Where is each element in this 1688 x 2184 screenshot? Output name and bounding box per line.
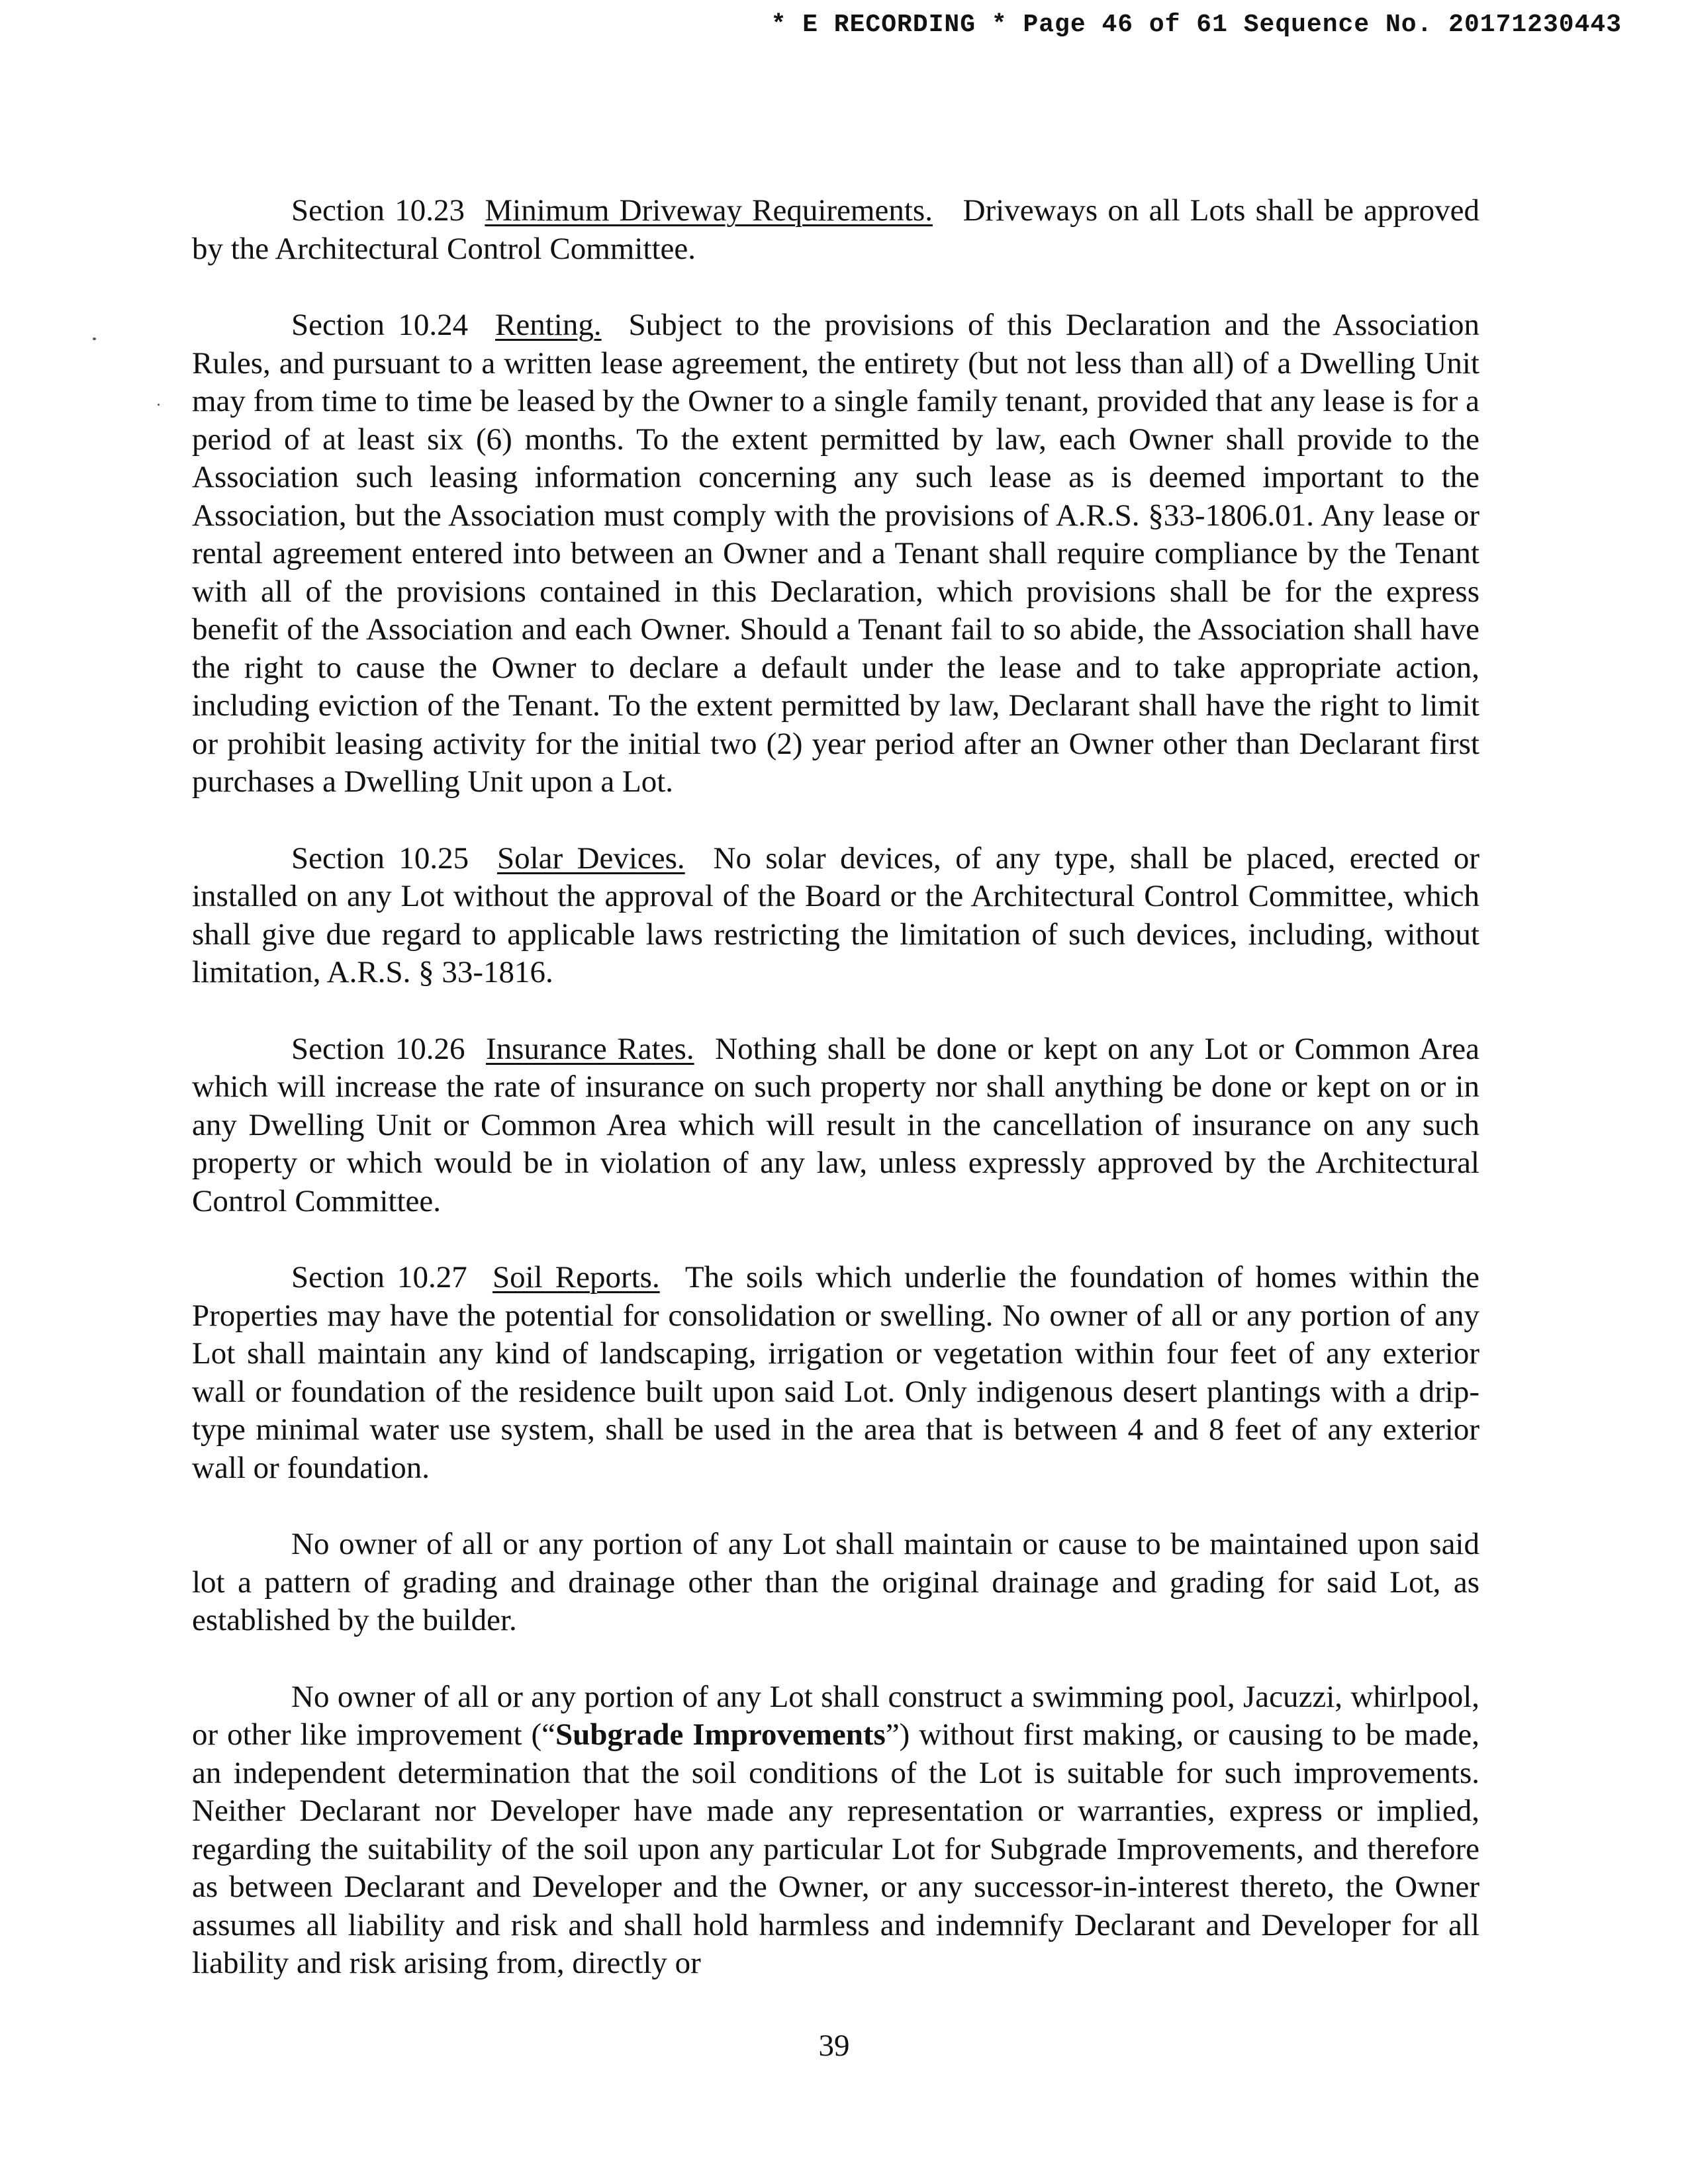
section-text: The soils which underlie the foundation of homes within the Properties may have the potential for consolidation or swelling. No owner of all or any portion of any Lot shall maintain any kind of landscaping, irrigation or vegetation within four feet of any exterior wall or foundation of the residence built upon said Lot. Only indigenous desert plantings with a drip-type minimal water use system, shall be used in the area that is between 4 and 8 feet of any exterior wall or foundation. [192,1260,1480,1485]
paragraph-text-after: ”) without first making, or causing to be made, an independent determination that the soil conditions of the Lot is suitable for such improvements. Neither Declarant nor Developer have made any representation or warranties, express or implied, regarding the suitability of the soil upon any particular Lot for Subgrade Improvements, and therefore as between Declarant and Developer and the Owner, or any successor-in-interest thereto, the Owner assumes all liability and risk and shall hold harmless and indemnify Declarant and Developer for all liability and risk arising from, directly or [192,1717,1479,1980]
section-10-23 [192,192,1479,268]
section-number: Section 10.25 [291,841,469,876]
section-number: Section 10.26 [291,1031,465,1066]
section-title: Insurance Rates. [486,1031,694,1066]
section-10-25 [192,840,1479,992]
page-number: 39 [818,2028,850,2063]
section-10-26 [192,1030,1479,1221]
scan-speck [158,404,160,406]
section-title: Renting. [495,308,602,342]
section-10-27 [192,1259,1479,1487]
section-10-24 [192,306,1479,801]
section-title: Solar Devices. [496,841,685,876]
defined-term: Subgrade Improvements [555,1717,886,1752]
section-number: Section 10.27 [291,1260,467,1295]
section-text: Driveways on all Lots shall be approved by the Architectural Control Committee. [192,193,1480,266]
grading-paragraph [192,1525,1479,1640]
subgrade-paragraph [192,1678,1479,1983]
section-text: Nothing shall be done or kept on any Lot or Common Area which will increase the rate of insurance on such property nor shall anything be done or kept on or in any Dwelling Unit or Common Area which will result in the cancellation of insurance on any such property or which would be in violation of any law, unless expressly approved by the Architectural Control Committee. [192,1031,1479,1218]
paragraph-text-before: No owner of all or any portion of any Lot shall construct a swimming pool, Jacuzzi, whirlpool, or other like improvement (“ [192,1679,1479,1752]
paragraph-text: No owner of all or any portion of any Lot shall maintain or cause to be maintained upon said lot a pattern of grading and drainage other than the original drainage and grading for said Lot, as established by the builder. [192,1527,1479,1637]
section-number: Section 10.24 [291,308,469,342]
section-text: No solar devices, of any type, shall be placed, erected or installed on any Lot without the approval of the Board or the Architectural Control Committee, which shall give due regard to applicable laws restricting the limitation of such devices, including, without limitation, A.R.S. § 33-1816. [192,841,1480,989]
section-title: Minimum Driveway Requirements. [485,193,933,228]
document-body [192,192,1479,2021]
section-number: Section 10.23 [291,193,465,228]
scan-speck [93,338,96,340]
recording-header: * E RECORDING * Page 46 of 61 Sequence No. 20171230443 [771,11,1622,39]
section-text: Subject to the provisions of this Declaration and the Association Rules, and pursuant to a written lease agreement, the entirety (but not less than all) of a Dwelling Unit may from time to time be leased by the Owner to a single family tenant, provided that any lease is for a period of at least six (6) months. To the extent permitted by law, each Owner shall provide to the Association such leasing information concerning any such lease as is deemed important to the Association, but the Association must comply with the provisions of A.R.S. §33-1806.01. Any lease or rental agreement entered into between an Owner and a Tenant shall require compliance by the Tenant with all of the provisions contained in this Declaration, which provisions shall be for the express benefit of the Association and each Owner. Should a Tenant fail to so abide, the Association shall have the right to cause the Owner to declare a default under the lease and to take appropriate action, including eviction of the Tenant. To the extent permitted by law, Declarant shall have the right to limit or prohibit leasing activity for the initial two (2) year period after an Owner other than Declarant first purchases a Dwelling Unit upon a Lot. [192,308,1479,799]
section-title: Soil Reports. [492,1260,660,1295]
